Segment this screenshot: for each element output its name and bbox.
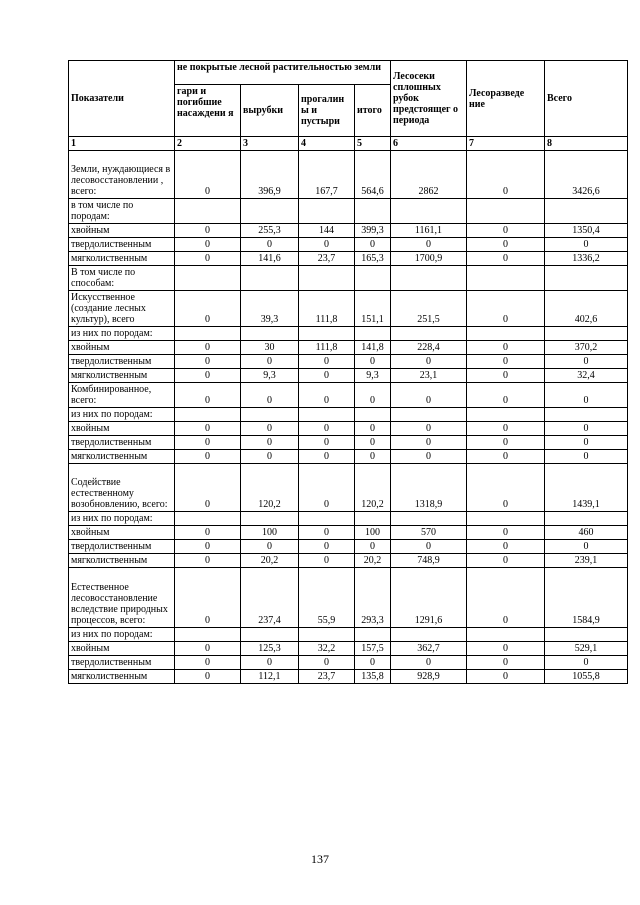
row-label: Искусственное (создание лесных культур), всего [69, 291, 175, 327]
column-number: 4 [299, 137, 355, 151]
table-row [69, 252, 628, 266]
table-cell: 0 [467, 464, 545, 512]
table-row [69, 291, 628, 327]
table-cell: 402,6 [545, 291, 628, 327]
table-cell: 0 [299, 238, 355, 252]
table-cell: 0 [175, 383, 241, 408]
column-number: 6 [391, 137, 467, 151]
table-row [69, 512, 628, 526]
table-row [69, 266, 628, 291]
row-label: хвойным [69, 526, 175, 540]
table-cell: 0 [175, 464, 241, 512]
table-cell: 0 [175, 568, 241, 628]
row-label: мягколиственным [69, 252, 175, 266]
header-glades: прогалин ы и пустыри [299, 85, 355, 137]
table-cell: 0 [355, 422, 391, 436]
row-label: в том числе по породам: [69, 199, 175, 224]
row-label: твердолиственным [69, 238, 175, 252]
table-cell: 0 [391, 436, 467, 450]
header-total-sub: итого [355, 85, 391, 137]
header-clearcut: Лесосеки сплошных рубок предстоящег о периода [391, 61, 467, 137]
table-cell: 3426,6 [545, 151, 628, 199]
table-cell: 0 [467, 526, 545, 540]
header-total: Всего [545, 61, 628, 137]
table-cell [241, 199, 299, 224]
table-cell: 0 [175, 642, 241, 656]
table-row [69, 224, 628, 238]
row-label: из них по породам: [69, 512, 175, 526]
table-cell: 0 [175, 369, 241, 383]
table-row [69, 568, 628, 628]
table-cell: 0 [545, 450, 628, 464]
table-cell: 0 [175, 450, 241, 464]
table-cell: 0 [391, 656, 467, 670]
table-cell: 529,1 [545, 642, 628, 656]
table-cell [545, 628, 628, 642]
table-cell: 125,3 [241, 642, 299, 656]
table-cell: 0 [355, 540, 391, 554]
table-cell: 0 [175, 151, 241, 199]
table-cell: 0 [545, 656, 628, 670]
table-cell [391, 199, 467, 224]
column-number: 2 [175, 137, 241, 151]
table-cell: 0 [391, 383, 467, 408]
row-label: мягколиственным [69, 554, 175, 568]
table-cell: 0 [299, 383, 355, 408]
table-cell: 0 [467, 554, 545, 568]
table-row [69, 656, 628, 670]
table-cell: 293,3 [355, 568, 391, 628]
table-cell: 0 [467, 238, 545, 252]
table-cell [391, 628, 467, 642]
table-cell: 0 [545, 540, 628, 554]
row-label: мягколиственным [69, 369, 175, 383]
table-cell: 111,8 [299, 291, 355, 327]
table-cell: 748,9 [391, 554, 467, 568]
row-label: Комбинированное, всего: [69, 383, 175, 408]
row-label: хвойным [69, 341, 175, 355]
table-cell: 570 [391, 526, 467, 540]
table-cell: 0 [299, 422, 355, 436]
row-label: твердолиственным [69, 355, 175, 369]
table-cell: 1584,9 [545, 568, 628, 628]
header-not-covered: не покрытые лесной растительностью земли [175, 61, 391, 85]
table-row [69, 238, 628, 252]
row-label: Земли, нуждающиеся в лесовосстановлении , всего: [69, 151, 175, 199]
row-label: Естественное лесовосстановление вследствие природных процессов, всего: [69, 568, 175, 628]
table-cell: 0 [241, 355, 299, 369]
table-cell [241, 266, 299, 291]
table-cell [299, 266, 355, 291]
table-cell: 30 [241, 341, 299, 355]
table-cell [467, 266, 545, 291]
table-cell: 32,2 [299, 642, 355, 656]
table-cell [175, 628, 241, 642]
table-cell: 1161,1 [391, 224, 467, 238]
table-cell: 100 [355, 526, 391, 540]
table-cell: 0 [467, 252, 545, 266]
table-cell: 39,3 [241, 291, 299, 327]
table-row [69, 464, 628, 512]
table-cell: 0 [467, 291, 545, 327]
table-cell: 0 [175, 238, 241, 252]
table-cell: 0 [391, 355, 467, 369]
table-row [69, 450, 628, 464]
table-row [69, 408, 628, 422]
header-cuttings: вырубки [241, 85, 299, 137]
row-label: хвойным [69, 642, 175, 656]
table-cell: 141,8 [355, 341, 391, 355]
table-cell [467, 512, 545, 526]
table-cell [467, 628, 545, 642]
row-label: из них по породам: [69, 628, 175, 642]
table-cell: 0 [545, 422, 628, 436]
table-cell: 0 [299, 464, 355, 512]
table-cell [175, 408, 241, 422]
table-cell: 0 [299, 656, 355, 670]
table-cell: 111,8 [299, 341, 355, 355]
table-cell: 0 [175, 252, 241, 266]
row-label: мягколиственным [69, 670, 175, 684]
table-row [69, 628, 628, 642]
table-cell [355, 266, 391, 291]
table-cell [391, 266, 467, 291]
table-cell: 237,4 [241, 568, 299, 628]
table-cell [299, 628, 355, 642]
table-row [69, 670, 628, 684]
row-label: твердолиственным [69, 540, 175, 554]
table-cell: 0 [299, 436, 355, 450]
column-number: 8 [545, 137, 628, 151]
table-cell: 0 [355, 436, 391, 450]
table-cell [175, 327, 241, 341]
table-cell [545, 327, 628, 341]
table-cell: 1336,2 [545, 252, 628, 266]
table-cell: 0 [175, 355, 241, 369]
table-cell [467, 408, 545, 422]
table-row [69, 327, 628, 341]
table-cell: 144 [299, 224, 355, 238]
table-cell: 0 [175, 436, 241, 450]
reforestation-table [68, 60, 628, 684]
row-label: мягколиственным [69, 450, 175, 464]
table-row [69, 341, 628, 355]
table-cell: 0 [467, 341, 545, 355]
column-number: 5 [355, 137, 391, 151]
table-cell: 0 [175, 670, 241, 684]
table-cell: 0 [299, 554, 355, 568]
table-cell: 0 [175, 291, 241, 327]
table-cell: 0 [175, 422, 241, 436]
table-cell [545, 512, 628, 526]
page-number: 137 [311, 852, 329, 866]
table-cell: 564,6 [355, 151, 391, 199]
table-cell: 0 [355, 355, 391, 369]
row-label: твердолиственным [69, 656, 175, 670]
table-cell: 0 [241, 450, 299, 464]
table-cell [545, 199, 628, 224]
table-cell: 0 [467, 224, 545, 238]
table-cell: 167,7 [299, 151, 355, 199]
table-cell: 0 [467, 450, 545, 464]
table-cell [175, 266, 241, 291]
table-cell: 0 [175, 554, 241, 568]
table-cell [391, 408, 467, 422]
table-cell: 0 [241, 383, 299, 408]
column-number: 7 [467, 137, 545, 151]
table-cell: 157,5 [355, 642, 391, 656]
table-cell [241, 512, 299, 526]
table-cell: 1291,6 [391, 568, 467, 628]
table-cell: 0 [391, 422, 467, 436]
table-cell: 0 [355, 238, 391, 252]
table-cell: 23,7 [299, 670, 355, 684]
table-cell: 255,3 [241, 224, 299, 238]
table-cell: 1055,8 [545, 670, 628, 684]
table-cell: 0 [467, 642, 545, 656]
table-cell: 0 [299, 369, 355, 383]
table-cell: 1350,4 [545, 224, 628, 238]
table-cell [175, 199, 241, 224]
table-cell: 0 [467, 355, 545, 369]
table-cell: 0 [467, 422, 545, 436]
row-label: из них по породам: [69, 408, 175, 422]
table-cell: 0 [175, 224, 241, 238]
table-row [69, 436, 628, 450]
table-cell [299, 199, 355, 224]
table-cell: 0 [467, 656, 545, 670]
table-cell: 239,1 [545, 554, 628, 568]
table-cell: 0 [241, 656, 299, 670]
table-row [69, 199, 628, 224]
table-cell: 0 [241, 422, 299, 436]
table-cell: 0 [467, 436, 545, 450]
row-label: хвойным [69, 422, 175, 436]
table-cell: 228,4 [391, 341, 467, 355]
table-cell [355, 512, 391, 526]
row-label: В том числе по способам: [69, 266, 175, 291]
table-cell: 165,3 [355, 252, 391, 266]
table-row [69, 383, 628, 408]
table-cell: 460 [545, 526, 628, 540]
row-label: твердолиственным [69, 436, 175, 450]
header-forest-planting: Лесоразведе ние [467, 61, 545, 137]
table-cell: 1700,9 [391, 252, 467, 266]
column-number: 1 [69, 137, 175, 151]
table-cell [545, 408, 628, 422]
table-cell: 20,2 [241, 554, 299, 568]
table-cell [299, 327, 355, 341]
table-cell: 9,3 [355, 369, 391, 383]
table-cell: 2862 [391, 151, 467, 199]
table-cell: 0 [299, 355, 355, 369]
table-cell: 0 [467, 151, 545, 199]
table-cell: 0 [545, 238, 628, 252]
table-cell [175, 512, 241, 526]
table-cell: 251,5 [391, 291, 467, 327]
table-cell [355, 408, 391, 422]
table-cell: 141,6 [241, 252, 299, 266]
table-cell: 151,1 [355, 291, 391, 327]
table-row [69, 540, 628, 554]
table-cell: 0 [467, 568, 545, 628]
table-cell: 0 [467, 670, 545, 684]
table-cell: 20,2 [355, 554, 391, 568]
table-cell: 0 [299, 540, 355, 554]
table-cell: 0 [355, 383, 391, 408]
table-row [69, 526, 628, 540]
header-burned: гари и погибшие насаждени я [175, 85, 241, 137]
table-row [69, 422, 628, 436]
table-cell: 120,2 [241, 464, 299, 512]
table-cell: 0 [391, 540, 467, 554]
table-cell [241, 408, 299, 422]
table-cell [241, 327, 299, 341]
row-label: из них по породам: [69, 327, 175, 341]
table-cell [391, 327, 467, 341]
table-cell: 100 [241, 526, 299, 540]
table-cell: 32,4 [545, 369, 628, 383]
table-cell: 0 [545, 383, 628, 408]
table-cell: 399,3 [355, 224, 391, 238]
table-cell: 0 [545, 355, 628, 369]
table-cell: 0 [467, 383, 545, 408]
table-cell: 0 [175, 656, 241, 670]
table-cell: 0 [299, 526, 355, 540]
table-cell: 0 [241, 238, 299, 252]
table-cell: 120,2 [355, 464, 391, 512]
table-cell: 23,1 [391, 369, 467, 383]
table-cell: 0 [467, 540, 545, 554]
table-cell: 0 [355, 656, 391, 670]
header-indicators: Показатели [69, 61, 175, 137]
table-cell: 0 [391, 238, 467, 252]
table-cell [299, 408, 355, 422]
table-cell [545, 266, 628, 291]
table-cell [467, 327, 545, 341]
table-cell: 0 [355, 450, 391, 464]
table-row [69, 151, 628, 199]
table-cell: 0 [391, 450, 467, 464]
row-label: Содействие естественному возобновлению, всего: [69, 464, 175, 512]
table-cell: 0 [299, 450, 355, 464]
column-number: 3 [241, 137, 299, 151]
table-cell: 23,7 [299, 252, 355, 266]
table-cell: 0 [241, 540, 299, 554]
table-cell: 9,3 [241, 369, 299, 383]
table-cell: 0 [467, 369, 545, 383]
table-cell: 1439,1 [545, 464, 628, 512]
table-cell [355, 327, 391, 341]
table-cell [355, 628, 391, 642]
table-cell: 55,9 [299, 568, 355, 628]
table-cell: 1318,9 [391, 464, 467, 512]
table-cell: 135,8 [355, 670, 391, 684]
table-row [69, 642, 628, 656]
table-cell: 370,2 [545, 341, 628, 355]
table-cell: 362,7 [391, 642, 467, 656]
table-cell [299, 512, 355, 526]
table-cell [241, 628, 299, 642]
table-cell: 0 [545, 436, 628, 450]
table-row [69, 554, 628, 568]
column-numbers-row [69, 137, 628, 151]
table-cell: 0 [175, 540, 241, 554]
table-cell: 0 [175, 526, 241, 540]
table-cell: 928,9 [391, 670, 467, 684]
table-cell [391, 512, 467, 526]
table-cell [355, 199, 391, 224]
table-cell [467, 199, 545, 224]
table-cell: 0 [175, 341, 241, 355]
table-cell: 396,9 [241, 151, 299, 199]
row-label: хвойным [69, 224, 175, 238]
table-body [69, 137, 628, 684]
table-row [69, 369, 628, 383]
table-row [69, 355, 628, 369]
table-cell: 112,1 [241, 670, 299, 684]
table-cell: 0 [241, 436, 299, 450]
